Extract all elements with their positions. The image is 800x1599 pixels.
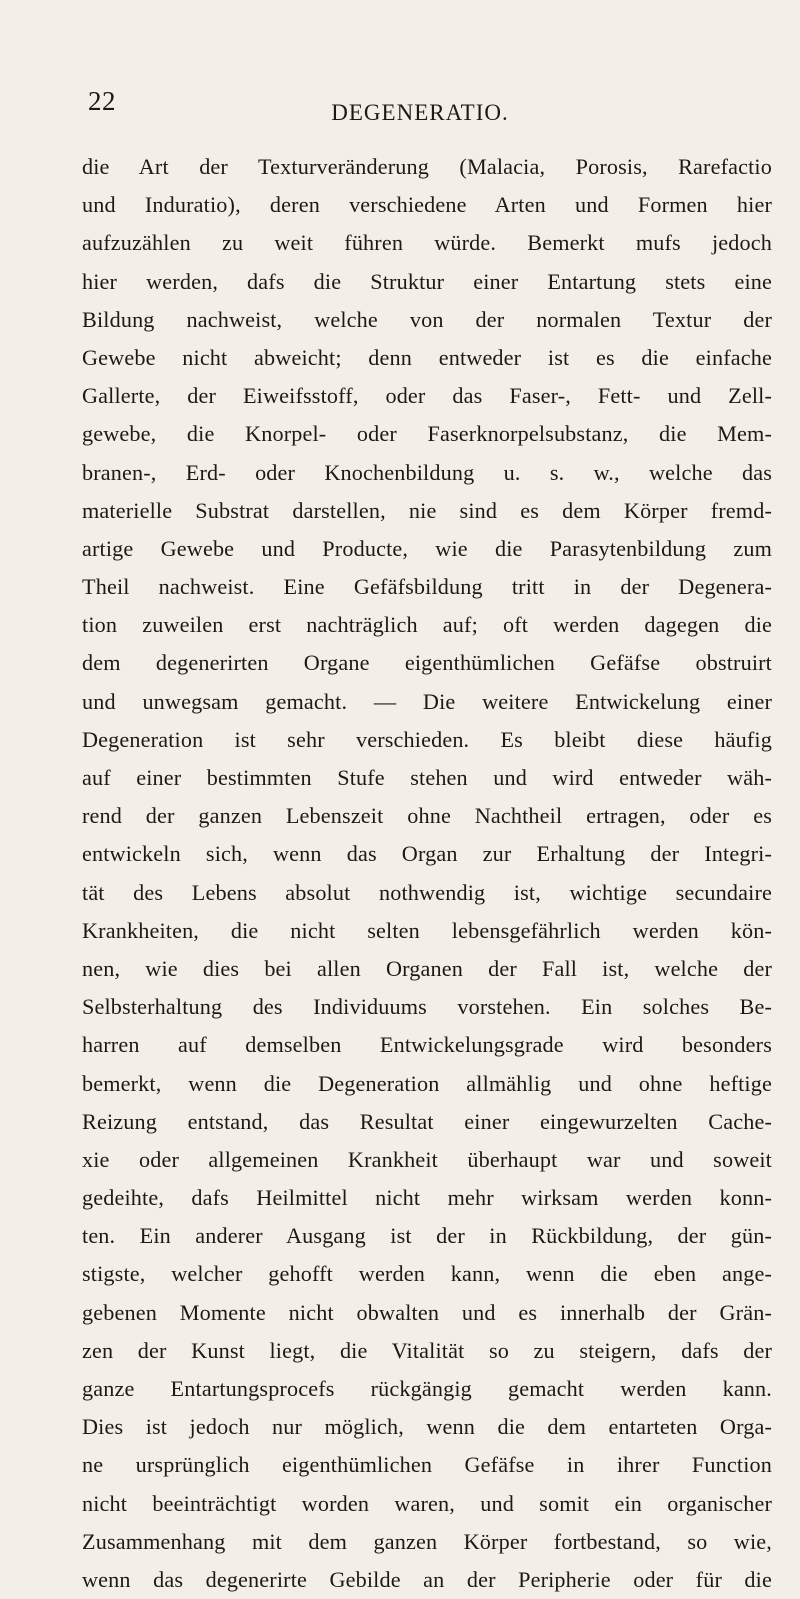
- text-line: ten. Ein anderer Ausgang ist der in Rückbildung, der gün-: [82, 1223, 772, 1249]
- page-number: 22: [88, 86, 116, 116]
- text-line: wenn das degenerirte Gebilde an der Peripherie oder für die: [82, 1566, 772, 1592]
- text-line: nicht beeinträchtigt worden waren, und somit ein organischer: [82, 1490, 772, 1516]
- text-line: Gallerte, der Eiweifsstoff, oder das Faser-, Fett- und Zell-: [82, 383, 772, 409]
- text-line: zen der Kunst liegt, die Vitalität so zu steigern, dafs der: [82, 1337, 772, 1363]
- text-line: xie oder allgemeinen Krankheit überhaupt war und soweit: [82, 1146, 772, 1172]
- running-head: DEGENERATIO.: [331, 100, 509, 125]
- text-line: branen-, Erd- oder Knochenbildung u. s. w., welche das: [82, 459, 772, 485]
- text-line: Bildung nachweist, welche von der normalen Textur der: [82, 306, 772, 332]
- text-line: tion zuweilen erst nachträglich auf; oft werden dagegen die: [82, 612, 772, 638]
- text-line: Krankheiten, die nicht selten lebensgefährlich werden kön-: [82, 917, 772, 943]
- text-line: nen, wie dies bei allen Organen der Fall ist, welche der: [82, 955, 772, 981]
- text-line: stigste, welcher gehofft werden kann, wenn die eben ange-: [82, 1261, 772, 1287]
- text-line: rend der ganzen Lebenszeit ohne Nachtheil ertragen, oder es: [82, 803, 772, 829]
- text-line: aufzuzählen zu weit führen würde. Bemerkt mufs jedoch: [82, 230, 772, 256]
- text-line: Degeneration ist sehr verschieden. Es bleibt diese häufig: [82, 726, 772, 752]
- text-line: auf einer bestimmten Stufe stehen und wird entweder wäh-: [82, 765, 772, 790]
- text-line: gebenen Momente nicht obwalten und es innerhalb der Grän-: [82, 1299, 772, 1325]
- text-line: ne ursprünglich eigenthümlichen Gefäfse in ihrer Function: [82, 1452, 772, 1478]
- text-line: artige Gewebe und Producte, wie die Parasytenbildung zum: [82, 535, 772, 561]
- text-line: materielle Substrat darstellen, nie sind es dem Körper fremd-: [82, 497, 772, 523]
- text-line: dem degenerirten Organe eigenthümlichen Gefäfse obstruirt: [82, 650, 772, 676]
- text-line: tät des Lebens absolut nothwendig ist, wichtige secundaire: [82, 879, 772, 905]
- text-line: Dies ist jedoch nur möglich, wenn die dem entarteten Orga-: [82, 1414, 772, 1440]
- text-line: hier werden, dafs die Struktur einer Entartung stets eine: [82, 268, 772, 294]
- text-line: Theil nachweist. Eine Gefäfsbildung tritt in der Degenera-: [82, 574, 772, 600]
- text-line: Selbsterhaltung des Individuums vorstehen. Ein solches Be-: [82, 994, 772, 1020]
- text-line: ganze Entartungsprocefs rückgängig gemacht werden kann.: [82, 1376, 772, 1401]
- text-line: gedeihte, dafs Heilmittel nicht mehr wirksam werden konn-: [82, 1185, 772, 1211]
- body-text: [82, 148, 772, 1599]
- text-line: entwickeln sich, wenn das Organ zur Erhaltung der Integri-: [82, 841, 772, 867]
- text-line: gewebe, die Knorpel- oder Faserknorpelsubstanz, die Mem-: [82, 421, 772, 447]
- text-line: die Art der Texturveränderung (Malacia, Porosis, Rarefactio: [82, 154, 772, 179]
- text-line: Gewebe nicht abweicht; denn entweder ist es die einfache: [82, 344, 772, 370]
- text-line: und Induratio), deren verschiedene Arten und Formen hier: [82, 192, 772, 218]
- text-line: und unwegsam gemacht. — Die weitere Entwickelung einer: [82, 688, 772, 714]
- text-line: Reizung entstand, das Resultat einer eingewurzelten Cache-: [82, 1108, 772, 1134]
- text-line: Zusammenhang mit dem ganzen Körper fortbestand, so wie,: [82, 1528, 772, 1554]
- text-line: harren auf demselben Entwickelungsgrade wird besonders: [82, 1032, 772, 1058]
- text-line: bemerkt, wenn die Degeneration allmählig und ohne heftige: [82, 1070, 772, 1096]
